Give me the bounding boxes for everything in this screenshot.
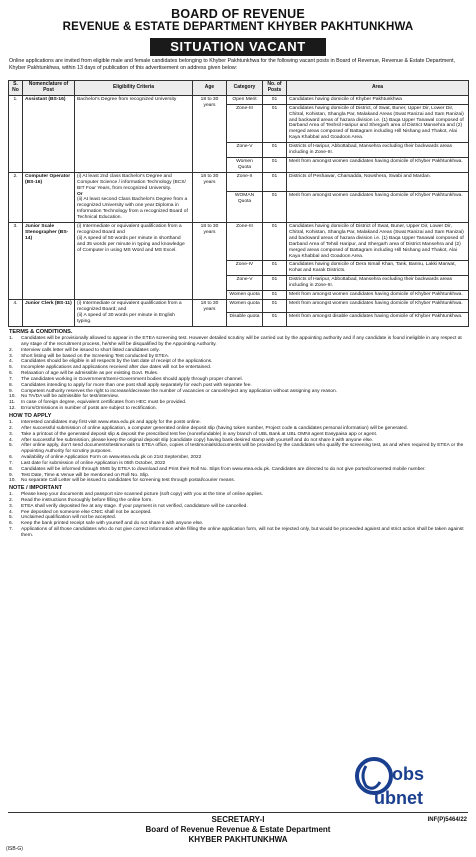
item-number: 4. bbox=[9, 509, 14, 515]
cell-category: Zone-V bbox=[227, 276, 263, 291]
item-text: Applications of all those candidates who do not give correct information while filling the online application form, will not be rejected only, but would be proceeded against and strict action shall be taken against them. bbox=[21, 527, 464, 538]
cell-posts: 01 bbox=[263, 313, 287, 326]
item-text: Candidates will be informed through SMS by ETEA to download and Print their Roll No. Slips from www.etea.edu.pk. Candidates are directed to do not give ported/converted mobile number. bbox=[21, 466, 426, 472]
criteria-item: (ii) At least second Class Bachelor's Degree from a recognized University with one year Diploma in Information Technology from a recognized Board of Technical Education. bbox=[77, 197, 188, 221]
cell-area: Merit from amongst women candidates having domicile of Khyber Pakhtunkhwa. bbox=[287, 191, 469, 222]
watermark-text-ubnet: ubnet bbox=[374, 788, 423, 808]
footer-province: KHYBER PAKHTUNKHWA bbox=[188, 835, 288, 844]
how-to-apply-item bbox=[9, 443, 467, 455]
table-row bbox=[9, 95, 469, 104]
terms-title: TERMS & CONDITIONS. bbox=[9, 329, 73, 335]
item-number: 3. bbox=[9, 431, 14, 437]
cell-category: Zone-III bbox=[227, 104, 263, 142]
cell-criteria bbox=[75, 300, 193, 327]
cell-posts: 01 bbox=[263, 143, 287, 158]
situation-vacant-banner: SITUATION VACANT bbox=[150, 38, 326, 56]
item-text: Relaxation of age will be admissible as per existing Govt. Rules. bbox=[21, 371, 159, 377]
item-text: Unclaimed qualification will not be accepted. bbox=[21, 515, 117, 521]
footer-secretary: SECRETARY-I bbox=[211, 815, 265, 824]
cell-posts: 01 bbox=[263, 104, 287, 142]
cell-age: 18 to 30 years bbox=[193, 172, 227, 222]
how-to-apply-item bbox=[9, 478, 467, 484]
item-text: Interview calls letter will be issued to short listed candidates only. bbox=[21, 347, 160, 353]
cell-category: Open Merit bbox=[227, 95, 263, 104]
cell-sno: 2. bbox=[9, 172, 23, 222]
item-text: After successful submission of online application, a computer generated online deposit slip (having token number, Project code & candidates personal information) will be generated. bbox=[21, 425, 408, 431]
item-number: 10. bbox=[9, 394, 16, 400]
item-number: 5. bbox=[9, 443, 14, 449]
cell-posts: 01 bbox=[263, 191, 287, 222]
cell-posts: 01 bbox=[263, 291, 287, 300]
criteria-item: (ii) A speed of 30 words per minute in English typing. bbox=[77, 312, 175, 324]
item-number: 11. bbox=[9, 400, 16, 406]
col-sno: S. No bbox=[9, 81, 23, 96]
item-text: No TA/DA will be admissible for test/interview. bbox=[21, 394, 119, 400]
item-number: 7. bbox=[9, 376, 14, 382]
intro-paragraph: Online applications are invited from eligible male and female candidates belonging to Khyber Pakhtunkhwa for the following vacant posts in Board of Revenue, Revenue & Estate Department, Khyber Pakhtunkhwa, within 13 days of publication of this advertisement on address given below: bbox=[9, 58, 456, 71]
item-text: Keep the bank printed receipt safe with yourself and do not share it with anyone else. bbox=[21, 521, 204, 527]
cell-posts: 01 bbox=[263, 276, 287, 291]
item-number: 9. bbox=[9, 388, 14, 394]
item-text: Read the instructions thoroughly before filling the online form. bbox=[21, 497, 153, 503]
cell-category: Zone-II bbox=[227, 172, 263, 191]
cell-posts: 01 bbox=[263, 95, 287, 104]
cell-area: Merit from amongst women candidates having domicile of Khyber Pakhtunkhwa. bbox=[287, 291, 469, 300]
department-title: REVENUE & ESTATE DEPARTMENT KHYBER PAKHTUNKHWA bbox=[62, 21, 414, 33]
cell-post: Junior Clerk (BS-11) bbox=[23, 300, 75, 327]
item-number: 12. bbox=[9, 406, 16, 412]
cell-area: Districts of Haripur, Abbottabad, Mansehra excluding their backwards areas including in Zone-III. bbox=[287, 276, 469, 291]
item-number: 4. bbox=[9, 437, 14, 443]
table-row bbox=[9, 223, 469, 261]
item-text: Incomplete applications and applications received after due dates will not be entertained. bbox=[21, 365, 212, 371]
cell-area: Districts of Haripur, Abbottabad, Mansehra excluding their backwards areas including in Zone-III. bbox=[287, 143, 469, 158]
footer-board: Board of Revenue Revenue & Estate Department bbox=[145, 825, 331, 834]
cell-category: WOMAN Quota bbox=[227, 191, 263, 222]
cell-posts: 01 bbox=[263, 157, 287, 172]
item-text: Errors/Omissions in number of posts are subject to rectification. bbox=[21, 406, 157, 412]
cell-category: Women quota bbox=[227, 300, 263, 313]
item-text: Availability of online Application Form on www.etea.edu.pk on 21st September, 2022 bbox=[21, 455, 202, 461]
terms-item bbox=[9, 336, 467, 348]
item-text: Short listing will be based on the Screening Test conducted by ETEA. bbox=[21, 353, 170, 359]
cell-area: Merit from amongst women candidates having domicile of Khyber Pakhtunkhwa. bbox=[287, 300, 469, 313]
item-number: 10. bbox=[9, 478, 16, 484]
how-to-apply-title: HOW TO APPLY bbox=[9, 413, 52, 419]
item-number: 4. bbox=[9, 359, 14, 365]
cell-sno: 1. bbox=[9, 95, 23, 172]
cell-post: Assistant (BS-16) bbox=[23, 95, 75, 172]
item-text: The candidates working in Government/Semi-Government bodies should apply through proper channel. bbox=[21, 376, 243, 382]
cell-area: Merit from amongst disable candidates having domicile of Khyber Pakhtunkhwa. bbox=[287, 313, 469, 326]
cell-posts: 01 bbox=[263, 300, 287, 313]
cell-category: Zone-V bbox=[227, 143, 263, 158]
cell-age: 18 to 30 years bbox=[193, 300, 227, 327]
item-number: 5. bbox=[9, 515, 14, 521]
item-text: Candidates will be provisionally allowed to appear in the ETEA screening test. However detailed scrutiny will be carried out by the appointing authority and if any candidate is found ineligible in any respect at any stage of the recruitment process, he/she will be disqualified by the Appointing Authority. bbox=[21, 336, 462, 347]
cell-category: Disable quota bbox=[227, 313, 263, 326]
cell-area: Districts of Peshawar, Charsadda, Nowshera, Swabi and Mardan. bbox=[287, 172, 469, 191]
item-text: Candidates should be eligible in all respects by the last date of receipt of the applications. bbox=[21, 359, 213, 365]
cell-area: Candidates having domicile of District, of Swat, Buner, Upper Dir, Lower Dir, Chitral, Kohistan, Shangla Par, Malakand Areas (Swat Ranizai and Sam Ranizai) and backward areas of hazara division i.e. (1) Baqa Upper Tanawal composed of Darband Area of Teshsil Haripur and Shergarh area of District Mansehra and (2) merged areas composed of Battagram including Hill Nishang and Thakot, Alai Kaya Khabbal and Goadoon Area. bbox=[287, 104, 469, 142]
table-row bbox=[9, 172, 469, 191]
cell-posts: 01 bbox=[263, 172, 287, 191]
item-number: 6. bbox=[9, 521, 14, 527]
terms-list bbox=[9, 336, 467, 412]
notes-item bbox=[9, 527, 467, 539]
cell-criteria bbox=[75, 95, 193, 172]
board-title: BOARD OF REVENUE bbox=[171, 7, 305, 21]
item-number: 8. bbox=[9, 382, 14, 388]
cell-post: Junior Scale Stenographer (BS-14) bbox=[23, 223, 75, 300]
item-text: ETEA shall verify deposited fee at any stage. If your payment is not verified, candidature will be cancelled. bbox=[21, 503, 248, 509]
isb-code: (ISB-G) bbox=[6, 846, 23, 852]
footer-divider bbox=[8, 812, 468, 813]
cell-criteria bbox=[75, 172, 193, 222]
cell-category: Zone-IV bbox=[227, 261, 263, 276]
item-number: 3. bbox=[9, 503, 14, 509]
cell-posts: 01 bbox=[263, 223, 287, 261]
item-number: 5. bbox=[9, 365, 14, 371]
item-number: 1. bbox=[9, 420, 14, 425]
item-text: Fee deposited on someone else CNIC shall not be accepted. bbox=[21, 509, 152, 515]
item-text: Competent Authority reserves the right to increase/decrease the number of vacancies or cancel/reject any application without assigning any reason. bbox=[21, 388, 338, 394]
cell-area: Merit from amongst women candidates having domicile of Khyber Pakhtunkhwa. bbox=[287, 157, 469, 172]
item-number: 6. bbox=[9, 371, 14, 377]
cell-age: 18 to 30 years bbox=[193, 95, 227, 172]
item-number: 7. bbox=[9, 460, 14, 466]
criteria-item: (i) Intermediate or equivalent qualification from a recognized Board and bbox=[77, 224, 182, 235]
how-to-apply-list bbox=[9, 420, 467, 484]
col-category: Category bbox=[227, 81, 263, 96]
item-text: After successful fee submission, please keep the original deposit slip (candidate copy) having bank desired stamp with yourself and do not share it with anyone else. bbox=[21, 437, 374, 443]
notes-list bbox=[9, 492, 467, 539]
inf-reference: INF(P)5464/22 bbox=[427, 817, 467, 823]
item-text: Interested candidates may first visit www.etea.edu.pk and apply for the posts online. bbox=[21, 420, 201, 425]
col-age: Age bbox=[193, 81, 227, 96]
criteria-item: (i) Intermediate or equivalent qualification from a recognized Board; and bbox=[77, 301, 182, 312]
watermark-text-obs: obs bbox=[392, 764, 425, 784]
item-number: 1. bbox=[9, 336, 14, 341]
col-posts: No. of Posts bbox=[263, 81, 287, 96]
cell-sno: 3. bbox=[9, 223, 23, 300]
item-text: Candidates intending to apply for more than one post shall apply separately for each post with separate fee. bbox=[21, 382, 252, 388]
cell-area: Candidates having domicile of District of Swat, Buner, Upper Dir, Lower Dir, Chitral, Kohistan, Shangla Par, Malakand Areas (Swat Ranizai and Sam Ranizai) and backward areas of hazara division i.e. (1) Baqa Upper Tanawal composed of Darband Area of Tehsil Haripur, and Shergarh area of District Mansehra and (2) merged areas composed of Battagram including Hill Nishang and Thakot, Alai Kaya Khabbal and Goadoon Area. bbox=[287, 223, 469, 261]
item-text: In case of foreign degree, equivalent certificates from HEC must be provided. bbox=[21, 400, 187, 406]
item-text: Last date for submission of online Application is 05th October, 2022 bbox=[21, 460, 166, 466]
table-row bbox=[9, 300, 469, 313]
item-number: 1. bbox=[9, 492, 14, 497]
criteria-item: Or bbox=[77, 191, 83, 197]
criteria-item: (i) At least 2nd class Bachelor's Degree and Computer Science / information Technology (BCS/ BIT Four Years, from recognized University. bbox=[77, 173, 186, 191]
item-number: 2. bbox=[9, 347, 14, 353]
item-number: 8. bbox=[9, 466, 14, 472]
vacancy-table bbox=[8, 80, 469, 327]
item-text: Take a printout of the generated deposit slip & deposit the prescribed test fee (nonrefundable) in any branch of UBL Bank at UBL OMNI agent Easypaisa app or agent. bbox=[21, 431, 378, 437]
criteria-item: (ii) A speed of 50 words per minute in shorthand and 35 words per minute in typing and knowledge of Computer in using MS Word and MS Excel. bbox=[77, 235, 185, 253]
notes-title: NOTE / IMPORTANT bbox=[9, 485, 63, 491]
item-number: 2. bbox=[9, 497, 14, 503]
cell-category: Women Quota bbox=[227, 157, 263, 172]
criteria-item: Bachelor's Degree from recognized University bbox=[77, 96, 177, 102]
cell-sno: 4. bbox=[9, 300, 23, 327]
item-number: 6. bbox=[9, 455, 14, 461]
item-text: Test Date, Time & Venue will be mentioned on Roll No. Slip. bbox=[21, 472, 150, 478]
cell-area: Candidates having domicile of Dera Ismail Khan, Tank, Bannu, Lakki Marwat, Kohat and Karak Districts. bbox=[287, 261, 469, 276]
col-area: Area bbox=[287, 81, 469, 96]
terms-item bbox=[9, 406, 467, 412]
cell-category: Women quota bbox=[227, 291, 263, 300]
jobs-subnet-watermark-logo bbox=[352, 752, 456, 812]
cell-post: Computer Operator (BS-16) bbox=[23, 172, 75, 222]
table-header-row bbox=[9, 81, 469, 96]
item-number: 3. bbox=[9, 353, 14, 359]
item-text: No separate Call Letter will be issued to candidates for screening test through postal/courier means. bbox=[21, 478, 236, 484]
cell-area: Candidates having domicile of Khyber Pakhtunkhwa bbox=[287, 95, 469, 104]
cell-category: Zone-III bbox=[227, 223, 263, 261]
col-post: Nomenclature of Post bbox=[23, 81, 75, 96]
cell-age: 18 to 30 years bbox=[193, 223, 227, 300]
item-number: 2. bbox=[9, 425, 14, 431]
item-number: 7. bbox=[9, 527, 14, 533]
item-text: Please keep your documents and passport size scanned picture (soft copy) with you at the time of online applies. bbox=[21, 492, 264, 497]
cell-posts: 01 bbox=[263, 261, 287, 276]
cell-criteria bbox=[75, 223, 193, 300]
col-criteria: Eligibility Criteria bbox=[75, 81, 193, 96]
item-number: 9. bbox=[9, 472, 14, 478]
item-text: After online apply, don't send documents/testimonials to ETEA office, copies of testimonials/documents will be provided by the candidates who qualify the screening test, as and when required by ETEA or the Appointing Authority for scrutiny purposes. bbox=[21, 443, 464, 455]
